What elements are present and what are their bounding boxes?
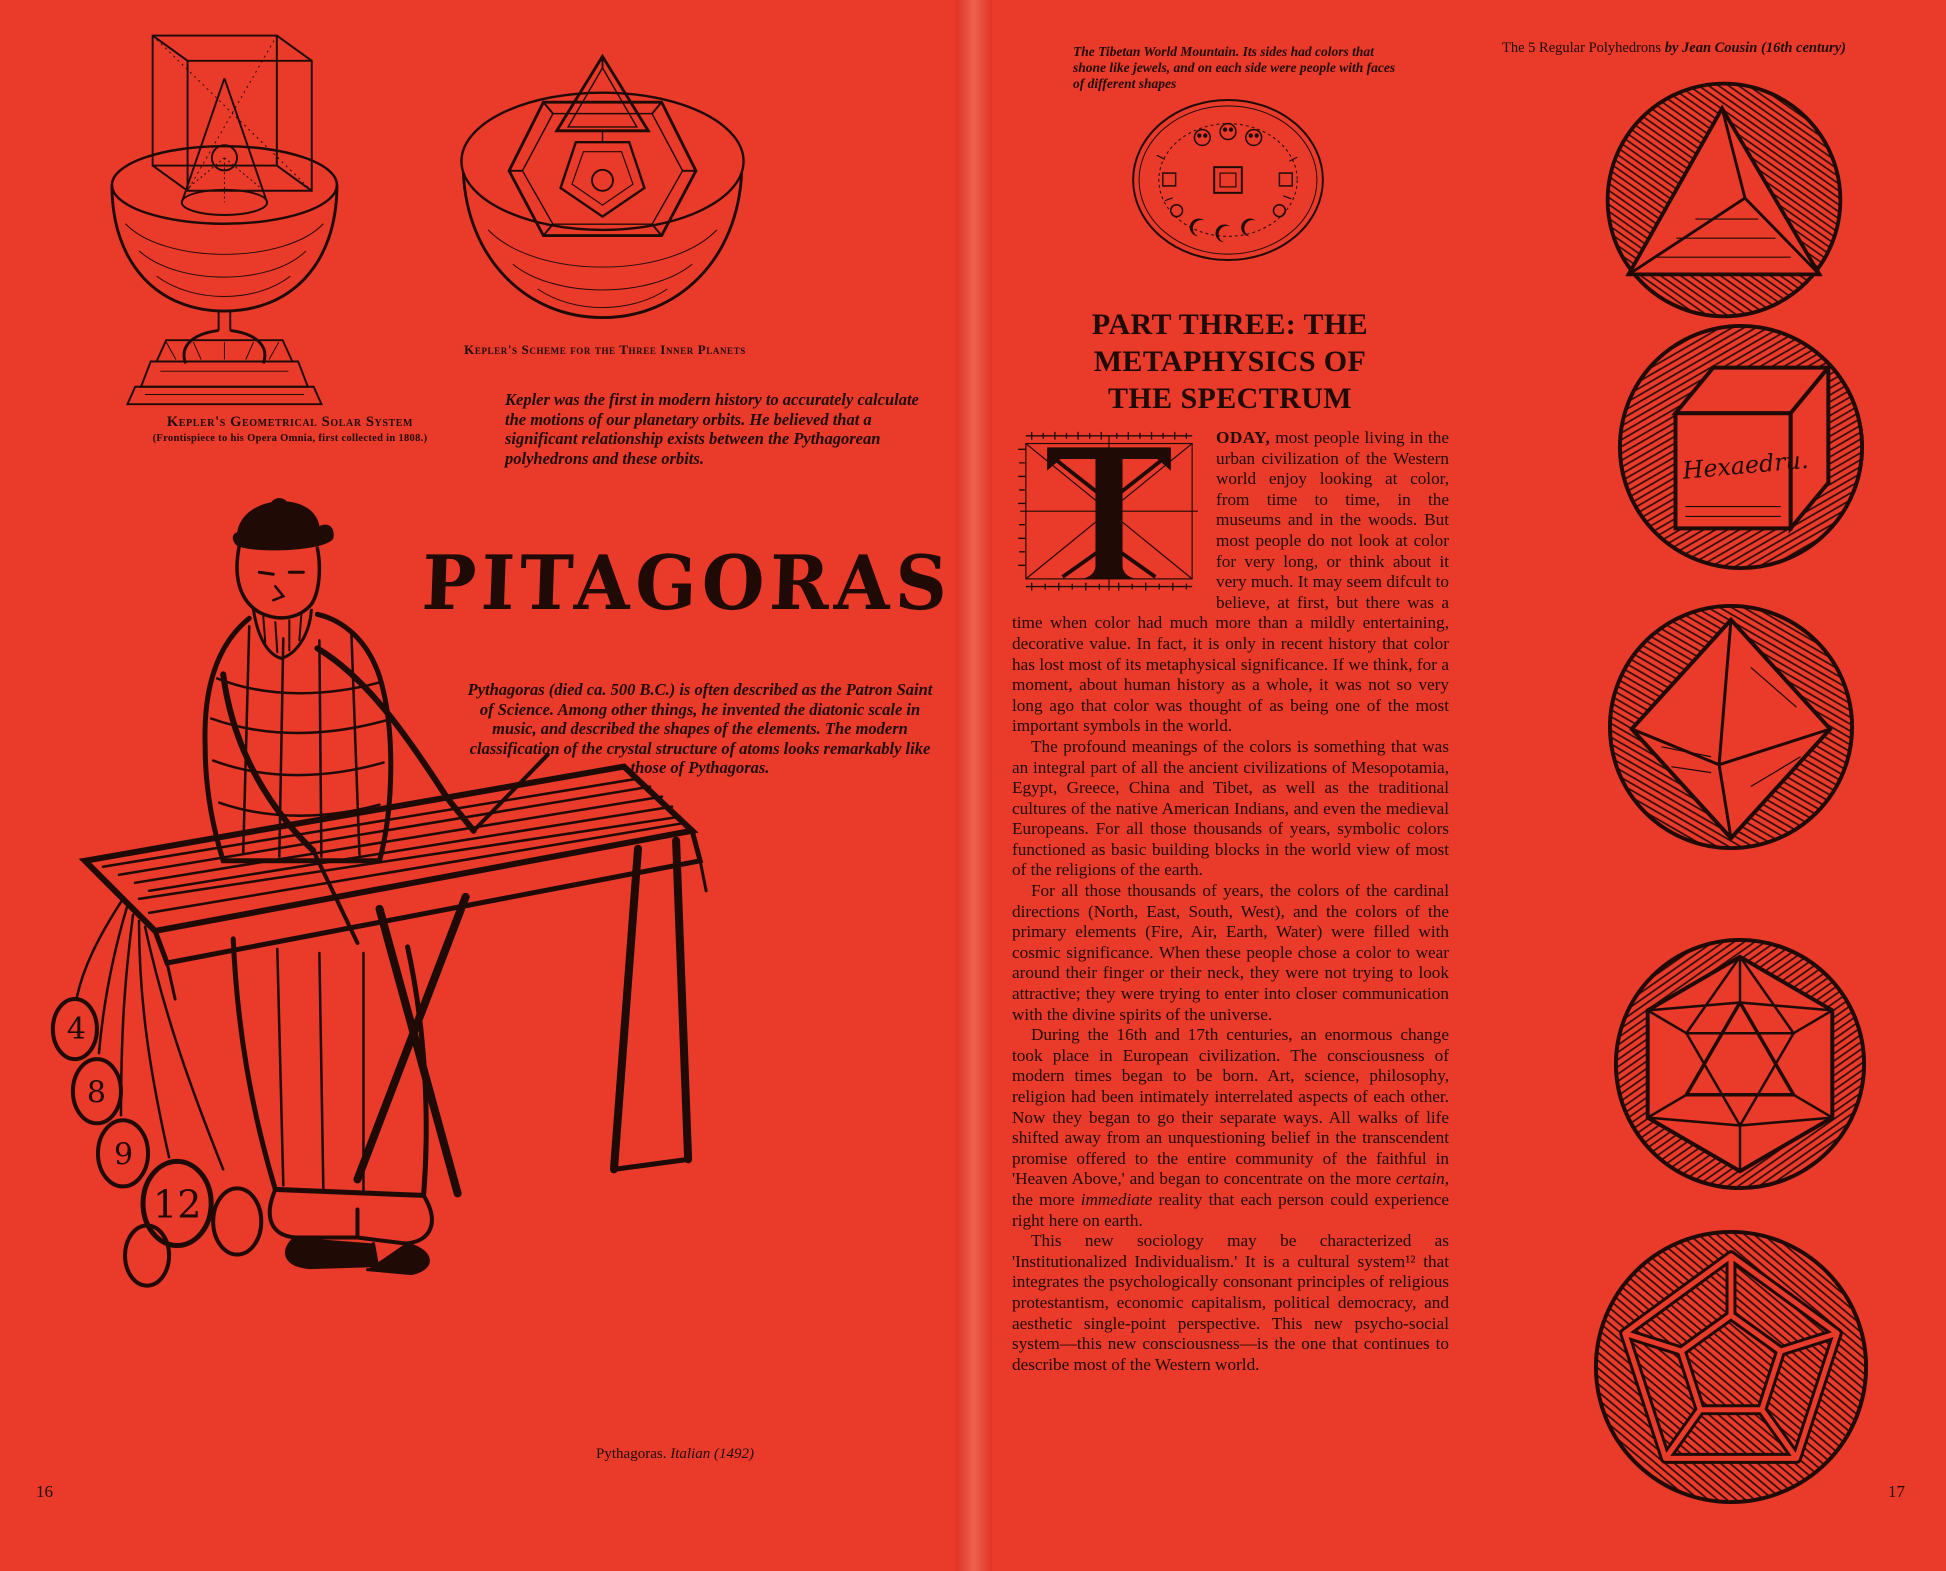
kepler-scheme-illustration bbox=[450, 38, 755, 336]
weight-label-12: 12 bbox=[153, 1182, 202, 1227]
heading-line-3: THE SPECTRUM bbox=[1108, 382, 1352, 415]
polyhedrons-heading-italic: by Jean Cousin (16th century) bbox=[1664, 40, 1846, 56]
hexahedron-label: Hexaedru. bbox=[1681, 445, 1810, 485]
article-paragraph-4: During the 16th and 17th centuries, an enormous change took place in European civilization. The consciousness of modern times began to be born. Art, science, philosophy, religion had been intimately interrelated aspects of each other. Now they began to go their separate ways. All walks of life shifted away from an unquestioning belief in the transcendent promise offered to the entire community of the faithful in 'Heaven Above,' and began to concentrate on the more certain, the more immediate reality that each person could experience right here on earth. bbox=[1012, 1025, 1449, 1230]
pythagoras-bottom-caption bbox=[540, 1446, 810, 1463]
kepler-solar-system-illustration bbox=[95, 22, 350, 410]
article-paragraph-2: The profound meanings of the colors is something that was an integral part of all the ancient civilizations of Mesopotamia, Egypt, Greece, China and Tibet, as well as the traditional cultures of the native American Indians, and even the medieval Europeans. For all those thousands of years, symbolic colors functioned as basic building blocks in the world view of most of the religions of the earth. bbox=[1012, 736, 1449, 880]
pythagoras-woodcut-illustration bbox=[25, 468, 730, 1480]
polyhedrons-heading bbox=[1502, 40, 1922, 57]
part-three-heading bbox=[1068, 306, 1392, 417]
page-number-right: 17 bbox=[1888, 1482, 1905, 1501]
pythagoras-note: Pythagoras (died ca. 500 B.C.) is often described as the Patron Saint of Science. Among other things, he invented the diatonic scale in music, and described the shapes of the elements. The modern classification of the crystal structure of atoms looks remarkably like those of Pythagoras. bbox=[467, 680, 933, 777]
article-paragraph-1-text: most people living in the urban civilization of the Western world enjoy looking at color, from time to time, in the museums and in the woods. But most people do not look at color for very long, or think about it very much. It may seem difcult to believe, at first, but there was a time when color had much more than a mildly entertaining, decorative value. In fact, it is only in recent history that color has lost most of its metaphysical significance. If we think, for a moment, about human history as a whole, it was not so very long ago that color was thought of as being one of the most important symbols in the world. bbox=[1012, 428, 1450, 736]
weight-label-4: 4 bbox=[66, 1012, 87, 1048]
kepler-scheme-caption: Kepler's Scheme for the Three Inner Planets bbox=[464, 342, 746, 357]
pitagoras-title: PITAGORAS bbox=[420, 538, 954, 627]
octahedron-medallion bbox=[1602, 598, 1860, 856]
book-spine bbox=[956, 0, 992, 1571]
tetrahedron-medallion bbox=[1600, 76, 1848, 324]
weight-label-9: 9 bbox=[113, 1137, 134, 1173]
article-column bbox=[1012, 428, 1449, 1375]
heading-line-1: PART THREE: THE bbox=[1091, 308, 1369, 341]
tibetan-caption: The Tibetan World Mountain. Its sides had colors that shone like jewels, and on each side were people with faces of different shapes bbox=[1073, 44, 1396, 91]
heading-line-2: METAPHYSICS OF bbox=[1093, 345, 1367, 378]
pythagoras-caption-roman: Pythagoras. bbox=[596, 1446, 667, 1462]
icosahedron-medallion bbox=[1608, 932, 1872, 1196]
dodecahedron-medallion bbox=[1586, 1222, 1876, 1512]
polyhedrons-heading-roman: The 5 Regular Polyhedrons bbox=[1502, 40, 1665, 56]
pythagoras-caption-italic: Italian (1492) bbox=[666, 1446, 754, 1462]
page-number-left: 16 bbox=[36, 1482, 53, 1501]
kepler-note: Kepler was the first in modern history to accurately calculate the motions of our planetary orbits. He believed that a significant relationship exists between the Pythagorean polyhedrons and these orbits. bbox=[505, 390, 919, 468]
kepler-solar-subcaption: (Frontispiece to his Opera Omnia, first collected in 1808.) bbox=[152, 433, 428, 444]
kepler-solar-caption: Kepler's Geometrical Solar System bbox=[166, 414, 414, 430]
dropcap-t-illustration bbox=[1012, 430, 1206, 604]
article-paragraph-3: For all those thousands of years, the colors of the cardinal directions (North, East, South, West), and the colors of the primary elements (Fire, Air, Earth, Water) were filled with cosmic significance. When these people chose a color to wear around their finger or their neck, they were not trying to look attractive; they were trying to enter into closer communication with the divine spirits of the universe. bbox=[1012, 881, 1449, 1024]
article-paragraph-5: This new sociology may be characterized as 'Institutionalized Individualism.' It is a cultural system¹² that integrates the psychologically consonant principles of religious protestantism, economic capitalism, political democracy, and aesthetic single-point perspective. This new psycho-social system—this new consciousness—is the one that continues to describe most of the Western world. bbox=[1012, 1231, 1449, 1374]
hexahedron-medallion bbox=[1612, 318, 1870, 576]
weight-label-8: 8 bbox=[86, 1075, 107, 1111]
article-lead: ODAY, bbox=[1216, 428, 1271, 447]
tibetan-mandala-illustration bbox=[1128, 96, 1328, 264]
